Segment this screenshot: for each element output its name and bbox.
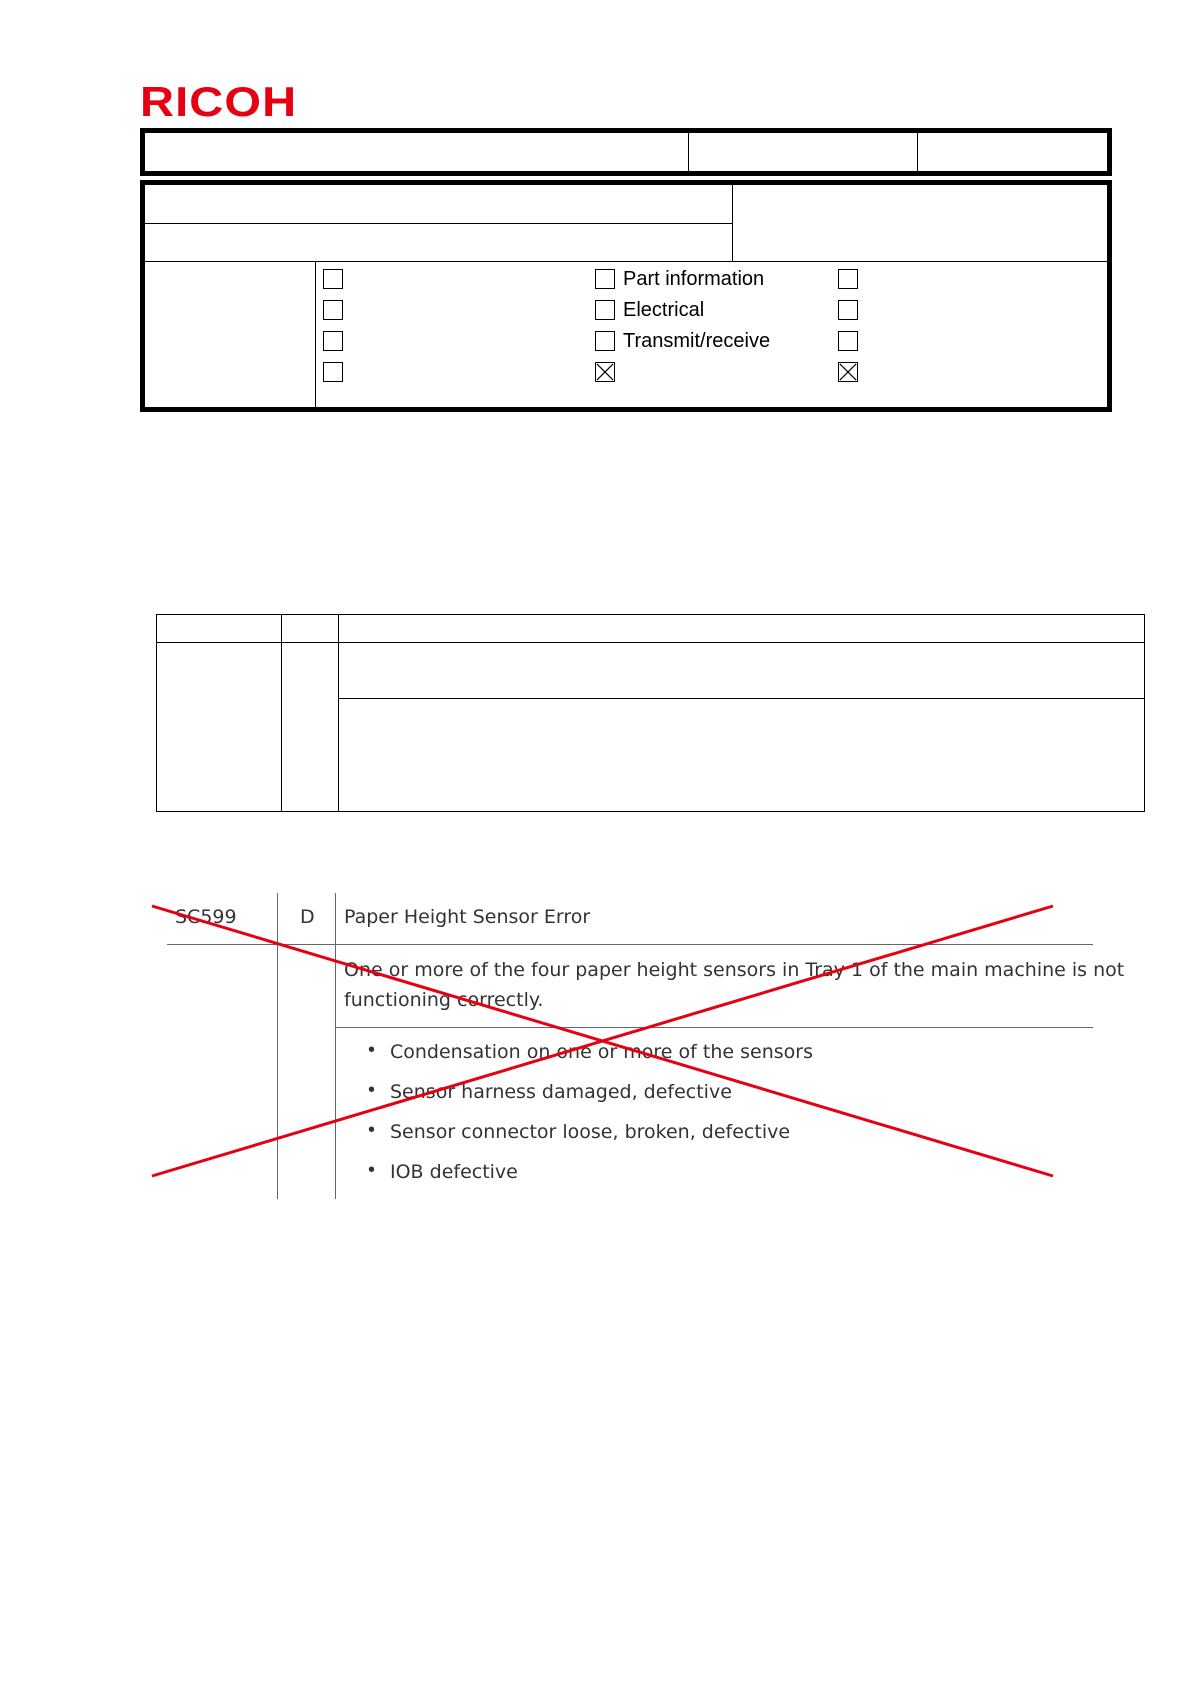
cause-item: Sensor harness damaged, defective — [390, 1081, 732, 1103]
part-information-label: Part information — [623, 268, 765, 290]
bullet-icon: • — [368, 1039, 376, 1061]
cause-item: Condensation on one or more of the sensors — [390, 1041, 813, 1063]
cause-item: IOB defective — [390, 1161, 518, 1183]
sc-description-line-2: functioning correctly. — [344, 989, 544, 1011]
bullet-icon: • — [368, 1119, 376, 1141]
cause-item: Sensor connector loose, broken, defective — [390, 1121, 791, 1143]
electrical-label: Electrical — [623, 299, 705, 321]
bullet-icon: • — [368, 1079, 376, 1101]
sc-description-line-1: One or more of the four paper height sensors in Tray 1 of the main machine is not — [344, 959, 1125, 981]
bullet-icon: • — [368, 1159, 376, 1181]
ricoh-logo: RICOH — [140, 78, 298, 125]
sc-code: SC599 — [175, 906, 237, 928]
transmit-receive-label: Transmit/receive — [623, 330, 771, 352]
sc-type: D — [300, 906, 315, 928]
sc-title: Paper Height Sensor Error — [344, 906, 591, 928]
